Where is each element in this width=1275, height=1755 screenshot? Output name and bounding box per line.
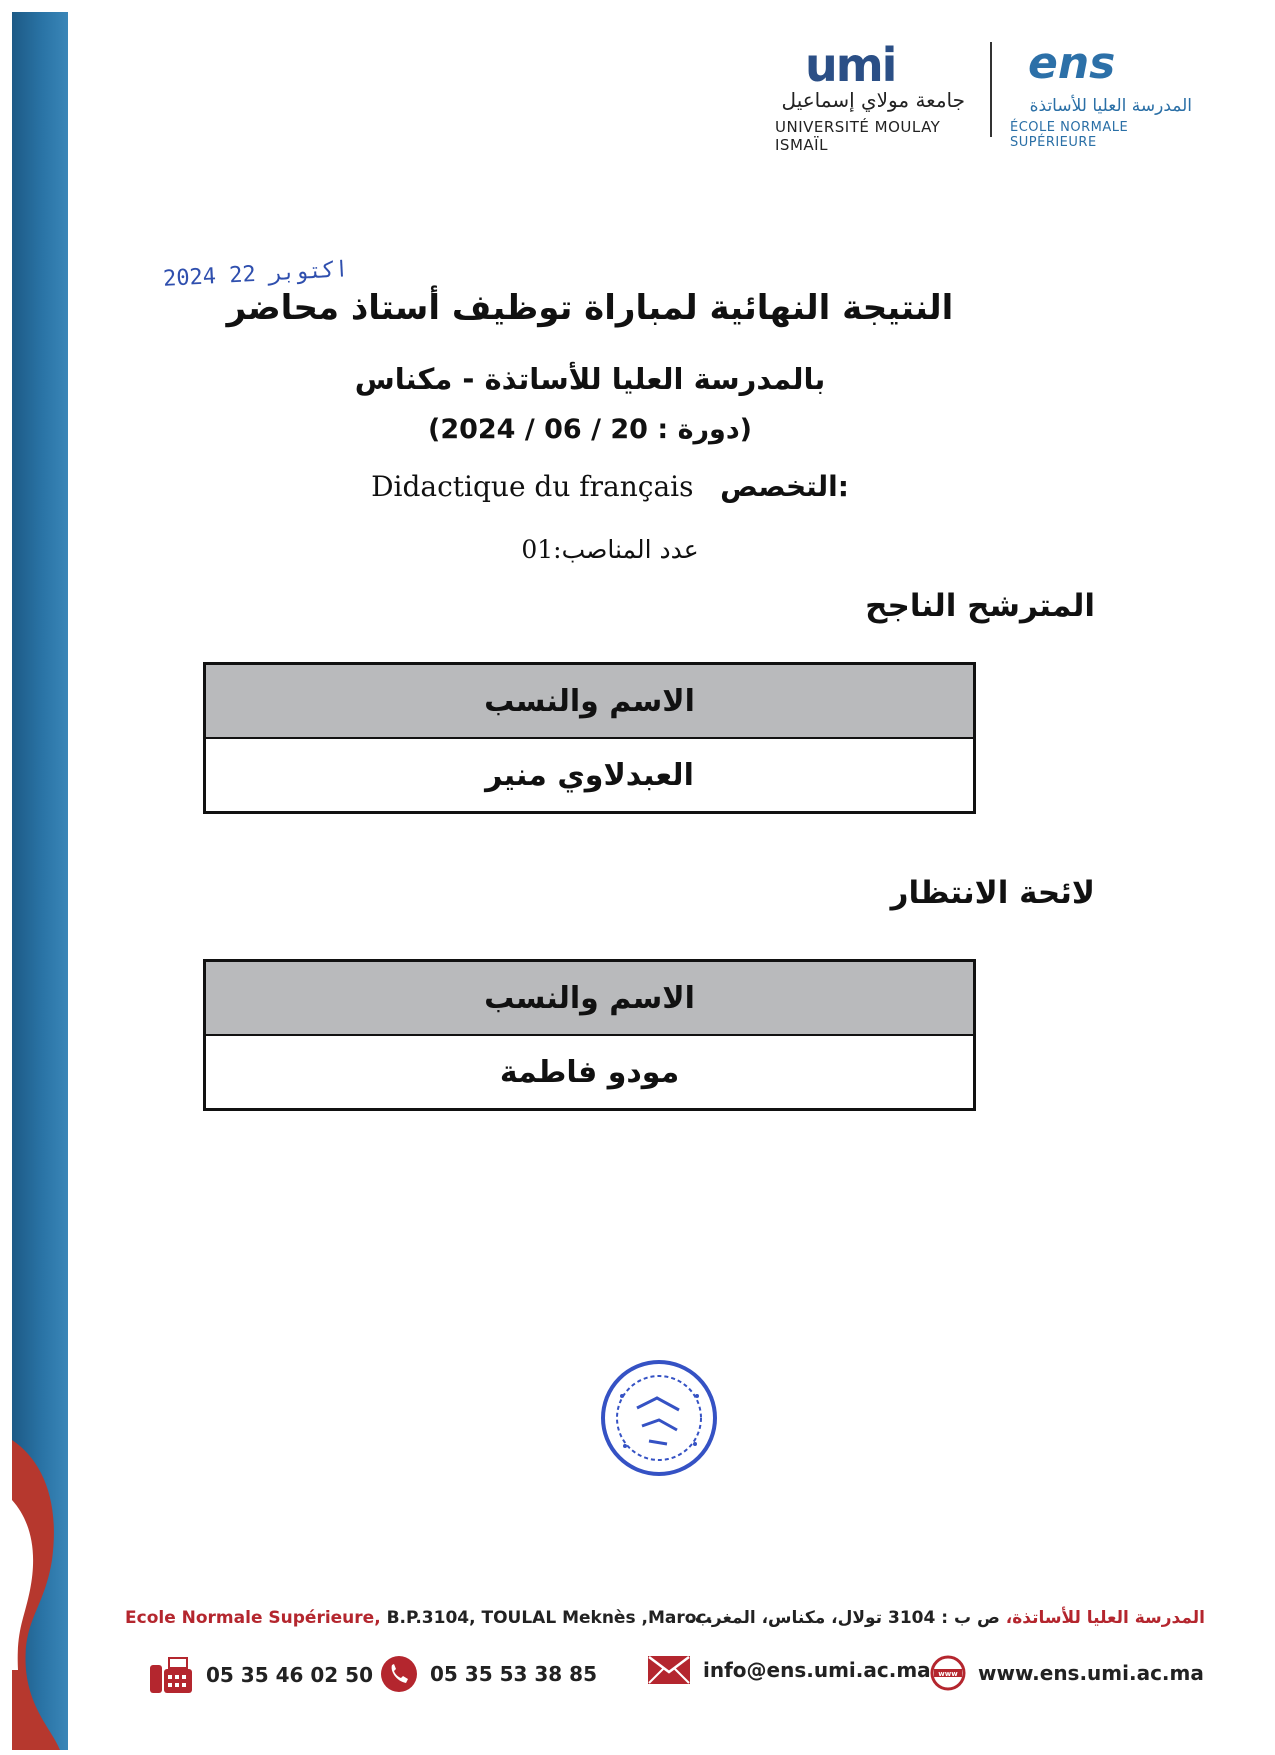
contact-phone: [380, 1655, 597, 1693]
fax-icon: [148, 1655, 194, 1695]
address-arabic-detail: ص ب : 3104 تولال، مكناس، المغرب.: [688, 1608, 1006, 1628]
umi-logo-text: umi: [805, 38, 896, 92]
phone-number: 05 35 53 38 85: [430, 1662, 598, 1686]
received-date-stamp: 2024 اكتوبر 22: [162, 257, 349, 292]
document-title: النتيجة النهائية لمباراة توظيف أستاذ محاضر: [226, 288, 954, 328]
footer-address: [125, 1608, 1205, 1638]
specialty-line: [330, 470, 890, 503]
ens-name-french: ÉCOLE NORMALE SUPÉRIEURE: [1010, 120, 1129, 150]
address-french-org: Ecole Normale Supérieure,: [125, 1608, 381, 1628]
table-header-row: [205, 664, 975, 739]
fax-number: 05 35 46 02 50: [206, 1663, 374, 1687]
address-arabic: [688, 1608, 1205, 1628]
winner-table: [203, 662, 976, 814]
document-subtitle: بالمدرسة العليا للأساتذة - مكناس: [354, 362, 826, 396]
contact-website: [930, 1655, 1204, 1691]
specialty-value: Didactique du français: [371, 470, 694, 503]
address-french-detail: B.P.3104, TOULAL Meknès ,Maroc.: [380, 1608, 713, 1628]
umi-logo-mark: [805, 38, 896, 92]
waiting-name-cell: مودو فاطمة: [205, 1035, 975, 1110]
table-header-row: [205, 961, 975, 1036]
winner-section-title: المترشح الناجح: [865, 588, 1095, 624]
phone-icon: [380, 1655, 418, 1693]
waiting-list-title: لائحة الانتظار: [890, 875, 1095, 911]
ens-logo-mark: [1028, 38, 1116, 89]
table-row: [205, 738, 975, 813]
ens-logo: [1010, 38, 1200, 148]
contact-email: [647, 1655, 931, 1685]
logo-divider: [990, 42, 992, 137]
session-date: (دورة : 20 / 06 / 2024): [427, 414, 753, 445]
mail-icon: [647, 1655, 691, 1685]
column-header-name: الاسم والنسب: [205, 961, 975, 1036]
column-header-name: الاسم والنسب: [205, 664, 975, 739]
winner-name-cell: العبدلاوي منير: [205, 738, 975, 813]
official-seal-stamp: [597, 1356, 722, 1481]
umi-name-arabic: جامعة مولاي إسماعيل: [781, 88, 965, 112]
table-row: [205, 1035, 975, 1110]
waiting-list-table: [203, 959, 976, 1111]
globe-icon: [930, 1655, 966, 1691]
ens-logo-text: ens: [1028, 38, 1116, 89]
posts-count: عدد المناصب:01: [521, 535, 699, 564]
address-arabic-org: المدرسة العليا للأساتذة،: [1005, 1608, 1205, 1628]
specialty-label: التخصص:: [720, 470, 849, 503]
email-address: info@ens.umi.ac.ma: [703, 1658, 931, 1682]
umi-name-french: UNIVERSITÉ MOULAY ISMAÏL: [775, 118, 941, 154]
website-url: www.ens.umi.ac.ma: [978, 1661, 1204, 1685]
svg-text:www: www: [938, 1670, 958, 1678]
umi-logo: [775, 38, 975, 154]
side-decorative-red-shape: [12, 1440, 60, 1750]
address-french: [125, 1608, 713, 1628]
contact-fax: [148, 1655, 373, 1695]
ens-name-arabic: المدرسة العليا للأساتذة: [1029, 96, 1192, 116]
